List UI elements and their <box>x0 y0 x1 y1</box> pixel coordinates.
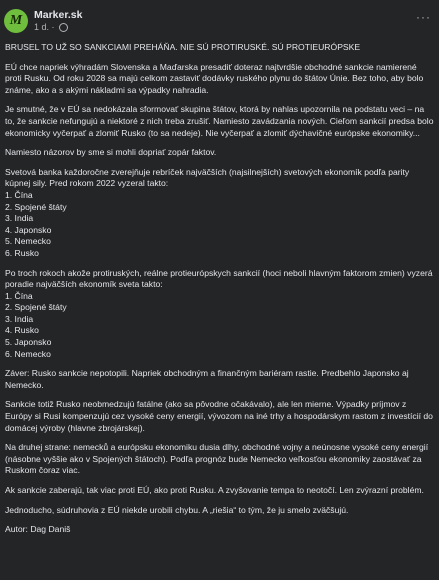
list-item: 5. Japonsko <box>5 337 52 348</box>
paragraph: Na druhej strane: nemecků a európsku ekonomiku dusia dlhy, obchodné vojny a neúnosne vysoké ceny energií (násobne vyššie ako v Spojených štátoch). Podľa prognóz bude Nemecko veľkosťou ekonomiky zaostávať za Ruskom čoraz viac. <box>5 442 429 476</box>
paragraph: Namiesto názorov by sme si mohli dopriať zopár faktov. <box>5 147 217 158</box>
list-item: 2. Spojené štáty <box>5 201 67 212</box>
post-body <box>4 42 435 536</box>
paragraph: Po troch rokoch akože protiruských, reálne protieurópskych sankcií (hoci neboli hlavným faktorom zmien) vyzerá poradie najväčších ekonomík sveta takto: <box>5 267 433 290</box>
avatar[interactable]: M <box>4 9 28 33</box>
ranking-list-before <box>5 190 435 260</box>
paragraph: EÚ chce napriek výhradám Slovenska a Maďarska presadiť doteraz najtvrdšie obchodné sankcie namierené proti Rusku. Od roku 2028 sa majú celkom zastaviť dodávky ruského plynu do štátov Únie. Bez toho, aby bolo známe, ako a s akými nákladmi sa výpadky nahradia. <box>5 61 424 95</box>
globe-icon <box>59 23 68 32</box>
list-item: 3. India <box>5 313 34 324</box>
paragraph: Svetová banka každoročne zverejňuje rebríček najväčších (najsilnejších) svetových ekonomík podľa parity kúpnej sily. Pred rokom 2022 vyzeral takto: <box>5 166 410 189</box>
list-item: 4. Rusko <box>5 325 39 336</box>
author-credit: Autor: Dag Daniš <box>5 524 71 535</box>
post-meta <box>34 9 82 33</box>
list-item: 4. Japonsko <box>5 224 52 235</box>
list-item: 6. Rusko <box>5 247 39 258</box>
post-time[interactable] <box>34 21 82 33</box>
more-options-icon[interactable]: ··· <box>416 10 431 24</box>
post-title: BRUSEL TO UŽ SO SANKCIAMI PREHÁŇA. NIE SÚ PROTIRUSKÉ. SÚ PROTIEURÓPSKE <box>5 42 361 52</box>
paragraph: Ak sankcie zaberajú, tak viac proti EÚ, ako proti Rusku. A zvyšovanie tempa to neotočí. Len zvýrazní problém. <box>5 485 424 495</box>
list-item: 1. Čína <box>5 189 33 200</box>
post-header <box>4 6 435 36</box>
paragraph: Sankcie totiž Rusko neobmedzujú fatálne (ako sa pôvodne očakávalo), ale len mierne. Výpadky príjmov z Európy si Rusi kompenzujú cez vysoké ceny energií, vývozom na iné trhy a hospodárskym rastom z investícií do domácej výroby (hlavne zbrojárskej). <box>5 399 433 433</box>
paragraph: Jednoducho, súdruhovia z EÚ niekde urobili chybu. A „riešia“ to tým, že ju smelo zväčšujú. <box>5 504 349 515</box>
list-item: 3. India <box>5 213 34 224</box>
post-time-label: 1 d. · <box>34 22 55 32</box>
ranking-list-after <box>5 291 435 361</box>
paragraph: Záver: Rusko sankcie nepotopili. Napriek obchodným a finančným bariéram rastie. Predbehlo Japonsko aj Nemecko. <box>5 368 409 390</box>
list-item: 2. Spojené štáty <box>5 302 67 313</box>
list-item: 1. Čína <box>5 290 33 301</box>
list-item: 6. Nemecko <box>5 348 51 359</box>
author-name[interactable]: Marker.sk <box>34 9 83 21</box>
list-item: 5. Nemecko <box>5 236 51 247</box>
paragraph: Je smutné, že v EÚ sa nedokázala sformovať skupina štátov, ktorá by nahlas upozornila na podstatu veci – na to, že sankcie nefungujú a niektoré z nich treba zrušiť. Namiesto zavádzania nových. Cieľom sankcií predsa bolo ekonomicky vyčerpať a zlomiť Rusko (to sa nedeje). Nie vyčerpať a zlomiť dýchavičné európske ekonomiky... <box>5 104 434 138</box>
